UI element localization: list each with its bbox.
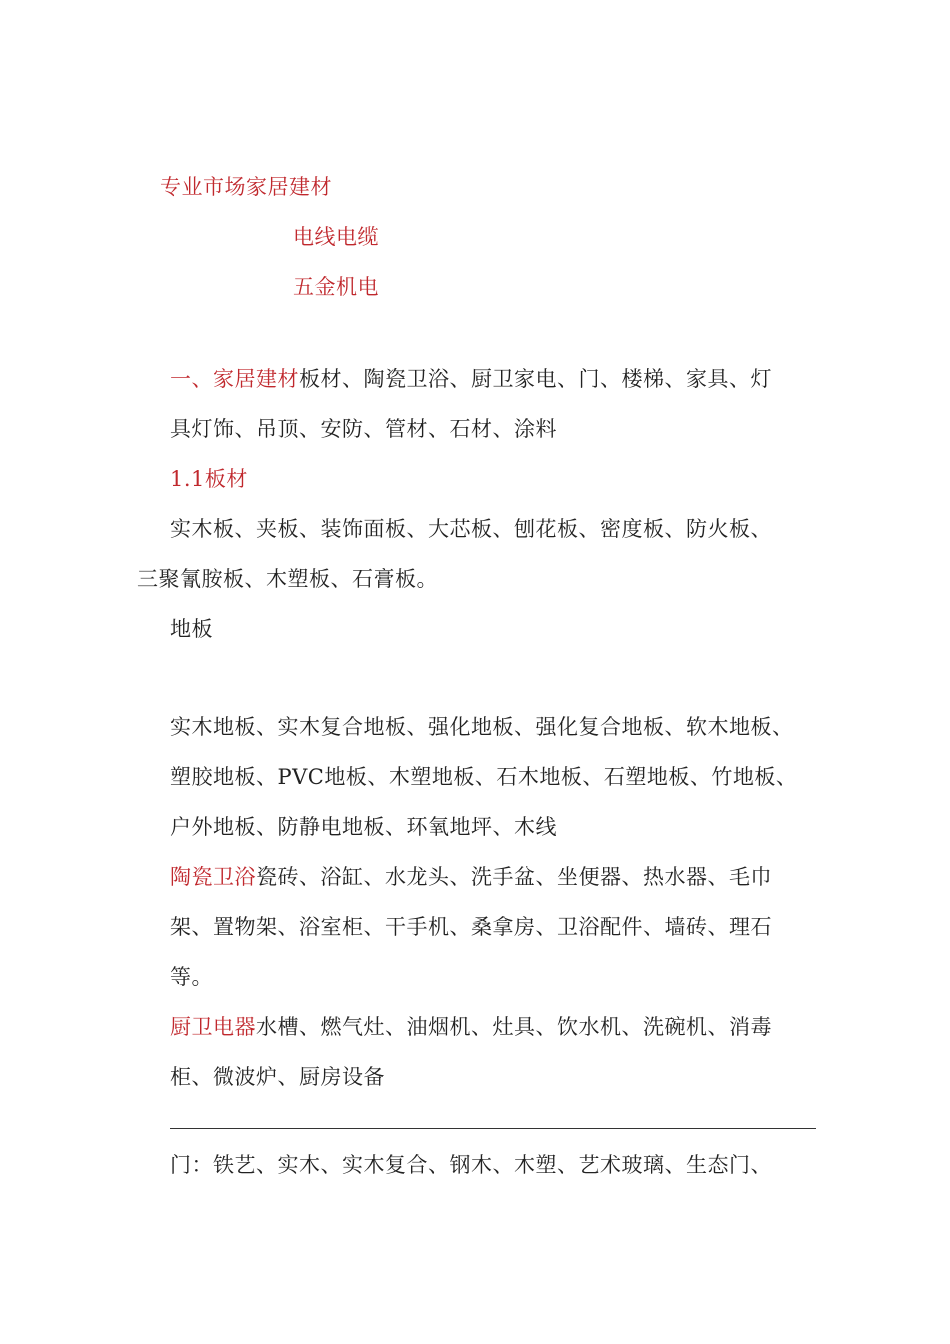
board-list-line1: 实木板、夹板、装饰面板、大芯板、刨花板、密度板、防火板、 [170,517,772,541]
section1-heading: 一、家居建材 [170,367,299,391]
section1-line1 [170,364,772,394]
kitchen-line2: 柜、微波炉、厨房设备 [170,1065,385,1089]
section1-1-heading: 1.1板材 [170,467,248,491]
horizontal-divider [170,1128,816,1129]
subtitle-cables: 电线电缆 [293,225,379,249]
subtitle-hardware: 五金机电 [293,275,379,299]
board-list-line2: 三聚氰胺板、木塑板、石膏板。 [137,567,438,591]
ceramic-line1 [170,862,772,892]
kitchen-line1 [170,1012,772,1042]
ceramic-heading: 陶瓷卫浴 [170,865,256,889]
ceramic-line3: 等。 [170,965,213,989]
section1-line2: 具灯饰、吊顶、安防、管材、石材、涂料 [170,417,557,441]
floor-list-line3: 户外地板、防静电地板、环氧地坪、木线 [170,815,557,839]
ceramic-line2: 架、置物架、浴室柜、干手机、桑拿房、卫浴配件、墙砖、理石 [170,915,772,939]
kitchen-heading: 厨卫电器 [170,1015,256,1039]
ceramic-list-text: 瓷砖、浴缸、水龙头、洗手盆、坐便器、热水器、毛巾 [256,865,772,889]
section1-intro-text: 板材、陶瓷卫浴、厨卫家电、门、楼梯、家具、灯 [299,367,772,391]
floor-heading: 地板 [170,617,213,641]
document-title: 专业市场家居建材 [160,175,332,199]
floor-list-line2: 塑胶地板、PVC地板、木塑地板、石木地板、石塑地板、竹地板、 [170,765,798,789]
door-line1: 门：铁艺、实木、实木复合、钢木、木塑、艺术玻璃、生态门、 [170,1153,772,1177]
kitchen-list-text: 水槽、燃气灶、油烟机、灶具、饮水机、洗碗机、消毒 [256,1015,772,1039]
floor-list-line1: 实木地板、实木复合地板、强化地板、强化复合地板、软木地板、 [170,715,794,739]
